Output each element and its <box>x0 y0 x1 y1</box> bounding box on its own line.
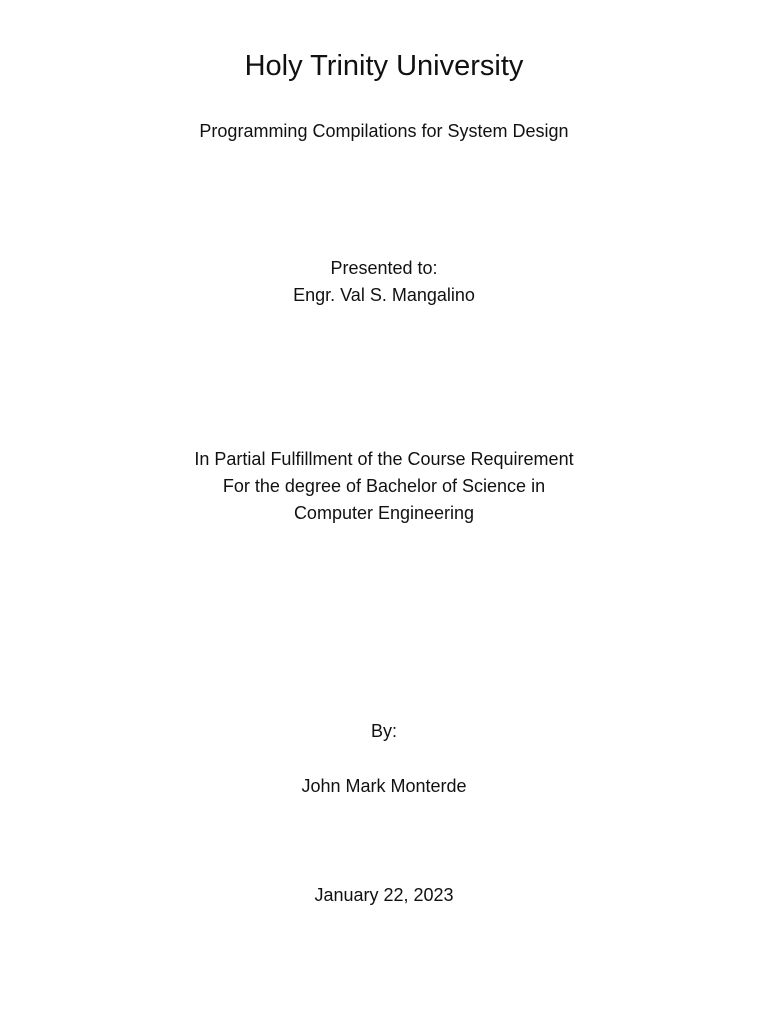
document-date: January 22, 2023 <box>314 885 454 905</box>
presented-to-label: Presented to: <box>330 258 438 278</box>
document-subtitle: Programming Compilations for System Design <box>199 121 569 141</box>
fulfillment-line: Computer Engineering <box>293 503 475 523</box>
presented-to-name: Engr. Val S. Mangalino <box>293 285 475 305</box>
fulfillment-line: For the degree of Bachelor of Science in <box>222 476 546 496</box>
author-name: John Mark Monterde <box>301 776 467 796</box>
by-label: By: <box>370 721 397 741</box>
university-title: Holy Trinity University <box>244 50 524 82</box>
fulfillment-line: In Partial Fulfillment of the Course Requirement <box>194 449 574 469</box>
